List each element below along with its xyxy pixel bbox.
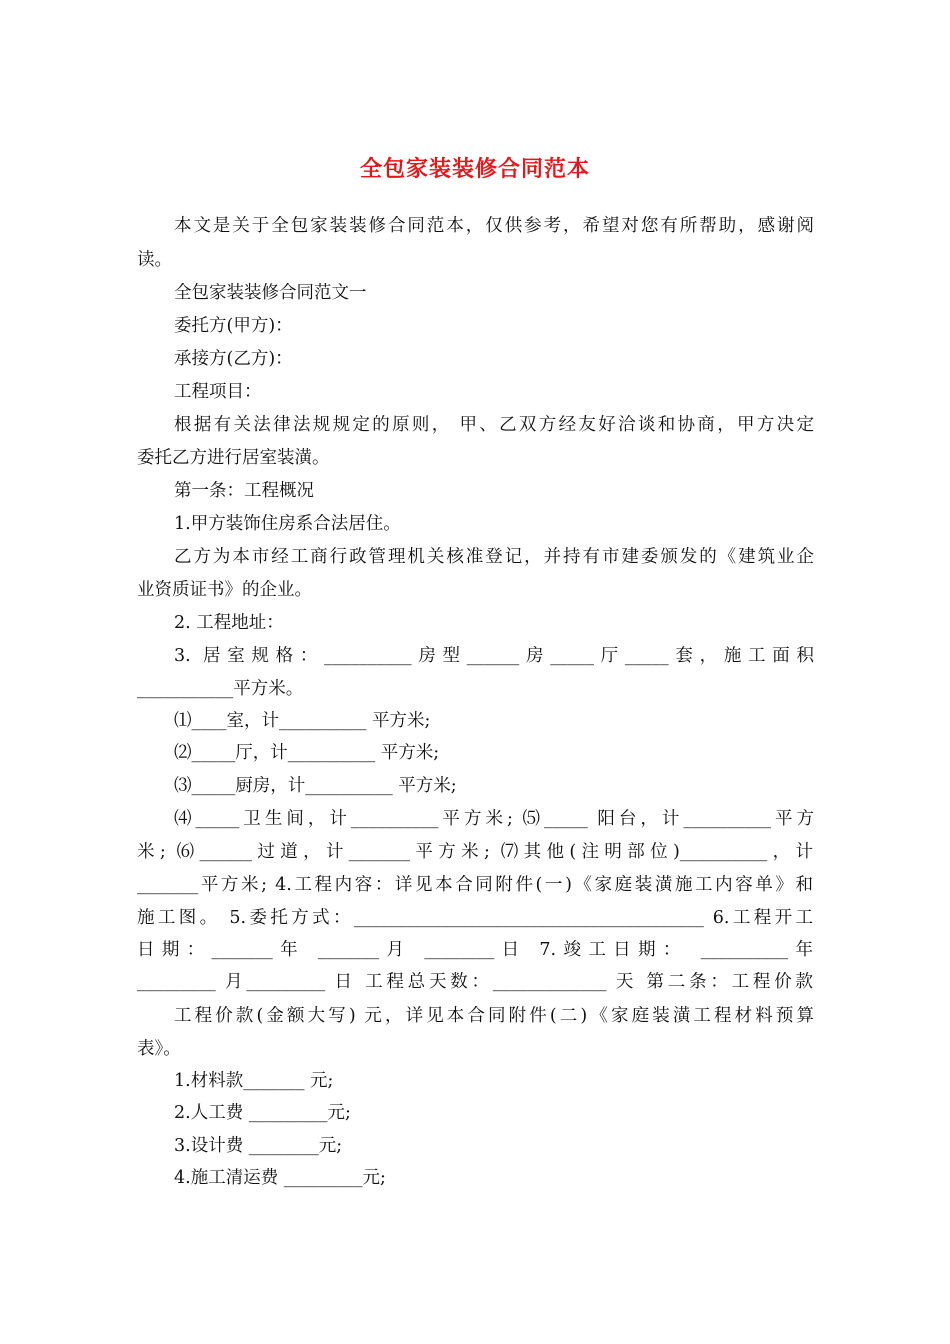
- paragraph-line: 读。: [137, 250, 172, 270]
- list-item: ⑷_____卫生间，计__________平方米; ⑸_____ 阳台，计__________平方: [174, 809, 814, 829]
- paragraph-line: 米; ⑹______过道，计_______平方米; ⑺其他(注明部位)__________，计: [137, 842, 813, 862]
- paragraph-line: 日期：_______年 _______月 ________日 7.竣工日期： __________年: [137, 940, 813, 960]
- paragraph-line: 表》。: [137, 1039, 181, 1059]
- project-label: 工程项目：: [174, 382, 262, 402]
- paragraph-line: 业资质证书》的企业。: [137, 580, 312, 600]
- list-item: ⑶_____厨房，计__________ 平方米;: [174, 776, 457, 796]
- list-item: 1.甲方装饰住房系合法居住。: [174, 514, 401, 534]
- paragraph-line: 工程价款(金额大写) 元，详见本合同附件(二)《家庭装潢工程材料预算: [174, 1006, 814, 1026]
- paragraph-line: ___________平方米。: [137, 679, 304, 699]
- paragraph-line: 委托乙方进行居室装潢。: [137, 448, 330, 468]
- list-item: ⑴____室，计__________ 平方米;: [174, 711, 431, 731]
- page-title: 全包家装装修合同范本: [359, 157, 590, 182]
- section-heading: 全包家装装修合同范文一: [174, 283, 367, 303]
- paragraph-line: 本文是关于全包家装装修合同范本，仅供参考，希望对您有所帮助，感谢阅: [174, 216, 814, 236]
- list-item: 2.人工费 _________元;: [174, 1103, 351, 1123]
- paragraph-line: 施工图。 5.委托方式：________________________________________ 6.工程开工: [137, 908, 813, 928]
- list-item: ⑵_____厅，计__________ 平方米;: [174, 743, 440, 763]
- article-heading: 第一条：工程概况: [174, 481, 314, 501]
- party-a-label: 委托方(甲方)：: [174, 316, 293, 336]
- paragraph-line: _______平方米; 4.工程内容：详见本合同附件(一)《家庭装潢施工内容单》和: [137, 875, 813, 895]
- paragraph-line: 乙方为本市经工商行政管理机关核准登记，并持有市建委颁发的《建筑业企: [174, 547, 814, 567]
- list-item: 2. 工程地址：: [174, 613, 284, 633]
- paragraph-line: _________ 月_________ 日 工程总天数：_____________ 天 第二条：工程价款: [137, 972, 813, 992]
- list-item: 1.材料款_______ 元;: [174, 1071, 334, 1091]
- list-item: 3.设计费 ________元;: [174, 1136, 343, 1156]
- party-b-label: 承接方(乙方)：: [174, 349, 293, 369]
- list-item: 4.施工清运费 _________元;: [174, 1168, 386, 1188]
- list-item: 3. 居室规格：__________房型______房_____厅_____套，施工面积: [174, 646, 814, 666]
- paragraph-line: 根据有关法律法规规定的原则， 甲、乙双方经友好洽谈和协商，甲方决定: [174, 415, 814, 435]
